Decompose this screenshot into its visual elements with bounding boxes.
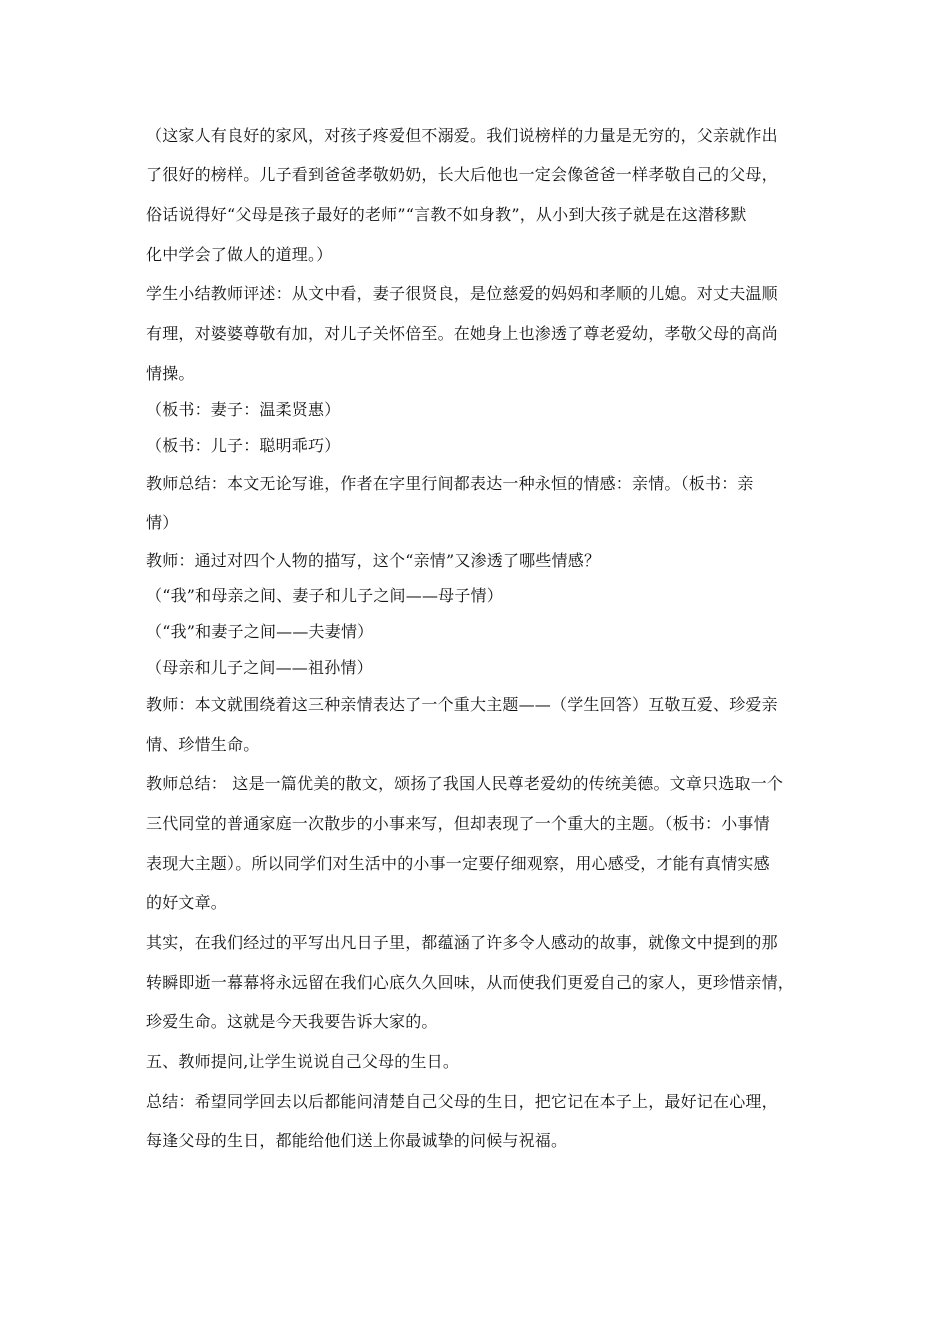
text-line: 教师总结：本文无论写谁，作者在字里行间都表达一种永恒的情感：亲情。（板书：亲 xyxy=(146,474,754,493)
text-line: 表现大主题）。所以同学们对生活中的小事一定要仔细观察，用心感受，才能有真情实感 xyxy=(146,854,770,873)
text-line: （板书：儿子：聪明乖巧） xyxy=(146,436,341,455)
text-line: 总结：希望同学回去以后都能问清楚自己父母的生日，把它记在本子上，最好记在心理， xyxy=(146,1092,778,1111)
text-line: 有理，对婆婆尊敬有加，对儿子关怀倍至。在她身上也渗透了尊老爱幼，孝敬父母的高尚 xyxy=(146,324,778,343)
text-line: 情操。 xyxy=(146,364,195,383)
text-line: 化中学会了做人的道理。） xyxy=(146,245,333,264)
text-line: 五、教师提问,让学生说说自己父母的生日。 xyxy=(146,1052,460,1071)
text-line: 教师总结： 这是一篇优美的散文，颂扬了我国人民尊老爱幼的传统美德。文章只选取一个 xyxy=(146,774,784,793)
text-line: （“我”和妻子之间——夫妻情） xyxy=(146,622,374,641)
text-line: 情、珍惜生命。 xyxy=(146,735,260,754)
text-line: （母亲和儿子之间——祖孙情） xyxy=(146,658,373,677)
text-line: （这家人有良好的家风，对孩子疼爱但不溺爱。我们说榜样的力量是无穷的，父亲就作出 xyxy=(146,126,778,145)
text-line: 俗话说得好“父母是孩子最好的老师”“言教不如身教”，从小到大孩子就是在这潜移默 xyxy=(146,205,747,224)
text-line: （“我”和母亲之间、妻子和儿子之间——母子情） xyxy=(146,586,503,605)
text-line: 的好文章。 xyxy=(146,893,228,912)
text-line: 每逢父母的生日，都能给他们送上你最诚挚的问候与祝福。 xyxy=(146,1131,568,1150)
text-line: 教师：本文就围绕着这三种亲情表达了一个重大主题——（学生回答）互敬互爱、珍爱亲 xyxy=(146,695,778,714)
text-line: （板书：妻子：温柔贤惠） xyxy=(146,400,341,419)
text-line: 了很好的榜样。儿子看到爸爸孝敬奶奶，长大后他也一定会像爸爸一样孝敬自己的父母， xyxy=(146,165,778,184)
text-line: 转瞬即逝一幕幕将永远留在我们心底久久回味，从而使我们更爱自己的家人，更珍惜亲情， xyxy=(146,973,795,992)
text-line: 情） xyxy=(146,513,179,532)
text-line: 教师：通过对四个人物的描写，这个“亲情”又渗透了哪些情感？ xyxy=(146,551,601,570)
text-line: 其实，在我们经过的平写出凡日子里，都蕴涵了许多令人感动的故事，就像文中提到的那 xyxy=(146,933,778,952)
text-line: 学生小结教师评述：从文中看，妻子很贤良，是位慈爱的妈妈和孝顺的儿媳。对丈夫温顺 xyxy=(146,284,778,303)
text-line: 珍爱生命。这就是今天我要告诉大家的。 xyxy=(146,1012,438,1031)
text-line: 三代同堂的普通家庭一次散步的小事来写，但却表现了一个重大的主题。（板书：小事情 xyxy=(146,814,770,833)
